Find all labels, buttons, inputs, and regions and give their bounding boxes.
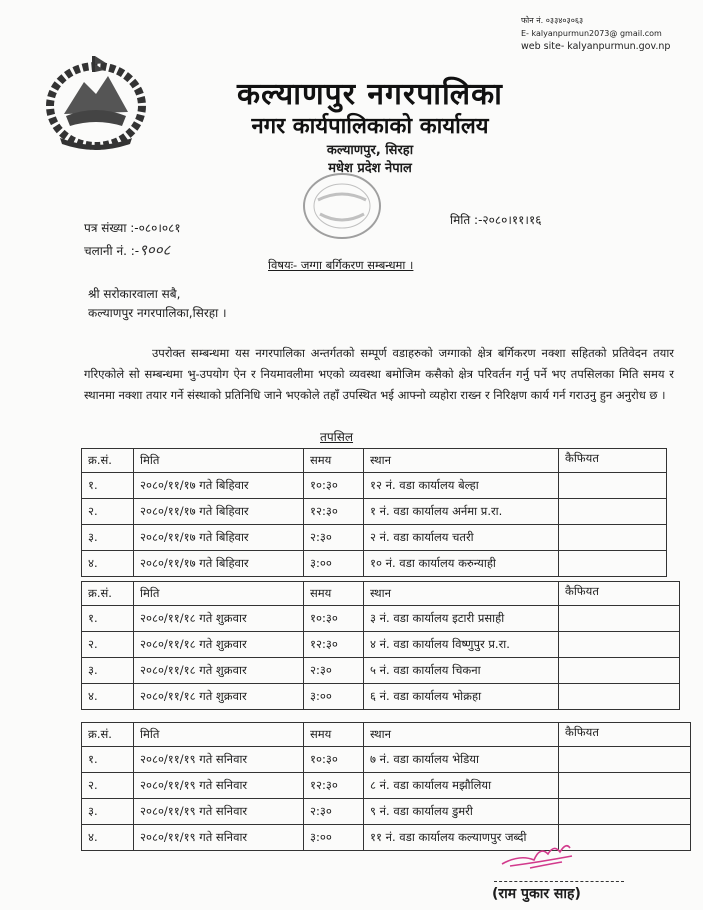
contact-block bbox=[521, 14, 670, 53]
letter-subject: विषयः- जग्गा बर्गिकरण सम्बन्धमा । bbox=[268, 258, 414, 272]
table-row bbox=[82, 684, 680, 710]
cell-sn: १. bbox=[82, 473, 134, 499]
header-time: समय bbox=[304, 582, 364, 606]
address-line-1: कल्याणपुर, सिरहा bbox=[326, 143, 414, 158]
header-remarks: कैफियत bbox=[559, 723, 691, 747]
cell-time: ३:०० bbox=[304, 551, 364, 577]
cell-sn: २. bbox=[82, 632, 134, 658]
header-sn: क्र.सं. bbox=[82, 449, 134, 473]
header-place: स्थान bbox=[364, 449, 559, 473]
cell-place: १० नं. वडा कार्यालय करुन्याही bbox=[364, 551, 559, 577]
cell-remarks bbox=[559, 632, 680, 658]
header-date: मिति bbox=[134, 449, 304, 473]
cell-sn: ३. bbox=[82, 525, 134, 551]
cell-time: १०:३० bbox=[304, 606, 364, 632]
cell-remarks bbox=[559, 525, 667, 551]
table-header-row bbox=[82, 449, 667, 473]
letter-body: उपरोक्त सम्बन्धमा यस नगरपालिका अन्तर्गतको सम्पूर्ण वडाहरुको जग्गाको क्षेत्र बर्गिकरण नक्शा सहितको प्रतिवेदन तयार गरिएकोले सो सम्बन्धमा भु-उपयोग ऐन र नियमावलीमा भएको व्यवस्था बमोजिम कसैको क्षेत्र परिवर्तन गर्नु पर्ने भए तपसिलका मिति समय र स्थानमा नक्शा तयार गर्ने संस्थाको प्रतिनिधि जाने भएकोले तहाँ उपस्थित भई आफ्नो व्यहोरा राख्न र निरिक्षण कार्य गर्न गराउनु हुन अनुरोध छ । bbox=[84, 346, 674, 402]
cell-place: २ नं. वडा कार्यालय चतरी bbox=[364, 525, 559, 551]
table-row bbox=[82, 773, 691, 799]
table-row bbox=[82, 606, 680, 632]
header-sn: क्र.सं. bbox=[82, 723, 134, 747]
cell-remarks bbox=[559, 773, 691, 799]
cell-remarks bbox=[559, 747, 691, 773]
office-stamp-icon bbox=[300, 170, 384, 242]
cell-place: ४ नं. वडा कार्यालय विष्णुपुर प्र.रा. bbox=[364, 632, 559, 658]
table-row bbox=[82, 499, 667, 525]
municipality-name: कल्याणपुर नगरपालिका bbox=[237, 77, 503, 112]
cell-sn: १. bbox=[82, 606, 134, 632]
phone-number: फोन नं. ०३३४०३०६३ bbox=[521, 16, 584, 25]
cell-date: २०८०/११/१८ गते शुक्रवार bbox=[134, 684, 304, 710]
cell-sn: ३. bbox=[82, 658, 134, 684]
cell-remarks bbox=[559, 473, 667, 499]
letter-date bbox=[450, 211, 541, 228]
dispatch-number bbox=[84, 240, 170, 260]
header-remarks: कैफियत bbox=[559, 582, 680, 606]
table-header-row bbox=[82, 582, 680, 606]
cell-sn: ४. bbox=[82, 684, 134, 710]
table-row bbox=[82, 632, 680, 658]
handwritten-signature-icon bbox=[500, 840, 580, 870]
table-header-row bbox=[82, 723, 691, 747]
address-line-2: मधेश प्रदेश नेपाल bbox=[328, 161, 412, 176]
cell-sn: २. bbox=[82, 499, 134, 525]
reference-value: ०८०।०८१ bbox=[138, 221, 181, 235]
cell-time: १२:३० bbox=[304, 499, 364, 525]
cell-place: ९ नं. वडा कार्यालय डुमरी bbox=[364, 799, 559, 825]
dispatch-value: ९००८ bbox=[139, 241, 171, 259]
cell-remarks bbox=[559, 499, 667, 525]
cell-sn: ४. bbox=[82, 825, 134, 851]
cell-date: २०८०/११/१८ गते शुक्रवार bbox=[134, 606, 304, 632]
cell-date: २०८०/११/१९ गते सनिवार bbox=[134, 747, 304, 773]
cell-time: ३:०० bbox=[304, 825, 364, 851]
header-remarks: कैफियत bbox=[559, 449, 667, 473]
cell-remarks bbox=[559, 684, 680, 710]
date-value: २०८०।११।१६ bbox=[482, 213, 542, 227]
website: web site- kalyanpurmun.gov.np bbox=[521, 41, 671, 52]
cell-time: ३:०० bbox=[304, 684, 364, 710]
cell-remarks bbox=[559, 606, 680, 632]
cell-time: २:३० bbox=[304, 525, 364, 551]
cell-time: १०:३० bbox=[304, 473, 364, 499]
reference-label: पत्र संख्या :- bbox=[84, 221, 139, 235]
header-time: समय bbox=[304, 723, 364, 747]
signer-name: (राम पुकार साह) bbox=[492, 886, 581, 902]
table-row bbox=[82, 525, 667, 551]
office-name: नगर कार्यपालिकाको कार्यालय bbox=[251, 114, 489, 139]
cell-remarks bbox=[559, 551, 667, 577]
cell-place: ११ नं. वडा कार्यालय कल्याणपुर जब्दी bbox=[364, 825, 559, 851]
cell-place: १ नं. वडा कार्यालय अर्नमा प्र.रा. bbox=[364, 499, 559, 525]
cell-time: २:३० bbox=[304, 658, 364, 684]
cell-place: ३ नं. वडा कार्यालय इटारी प्रसाही bbox=[364, 606, 559, 632]
cell-sn: ४. bbox=[82, 551, 134, 577]
cell-sn: ३. bbox=[82, 799, 134, 825]
cell-place: ७ नं. वडा कार्यालय भेडिया bbox=[364, 747, 559, 773]
header-sn: क्र.सं. bbox=[82, 582, 134, 606]
table-row bbox=[82, 658, 680, 684]
table-row bbox=[82, 551, 667, 577]
cell-time: १०:३० bbox=[304, 747, 364, 773]
signature-line bbox=[494, 881, 624, 882]
cell-date: २०८०/११/१८ गते शुक्रवार bbox=[134, 632, 304, 658]
cell-place: ६ नं. वडा कार्यालय भोक्रहा bbox=[364, 684, 559, 710]
letter-reference bbox=[84, 219, 181, 236]
header-time: समय bbox=[304, 449, 364, 473]
table-row bbox=[82, 747, 691, 773]
cell-date: २०८०/११/१७ गते बिहिवार bbox=[134, 551, 304, 577]
header-date: मिति bbox=[134, 582, 304, 606]
cell-time: १२:३० bbox=[304, 632, 364, 658]
cell-date: २०८०/११/१७ गते बिहिवार bbox=[134, 473, 304, 499]
cell-place: १२ नं. वडा कार्यालय बेल्हा bbox=[364, 473, 559, 499]
cell-date: २०८०/११/१७ गते बिहिवार bbox=[134, 525, 304, 551]
cell-date: २०८०/११/१९ गते सनिवार bbox=[134, 773, 304, 799]
table-row bbox=[82, 799, 691, 825]
cell-place: ५ नं. वडा कार्यालय चिकना bbox=[364, 658, 559, 684]
cell-date: २०८०/११/१९ गते सनिवार bbox=[134, 825, 304, 851]
cell-sn: १. bbox=[82, 747, 134, 773]
cell-sn: २. bbox=[82, 773, 134, 799]
cell-time: २:३० bbox=[304, 799, 364, 825]
header-date: मिति bbox=[134, 723, 304, 747]
header-place: स्थान bbox=[364, 582, 559, 606]
cell-time: १२:३० bbox=[304, 773, 364, 799]
schedule-table-1 bbox=[81, 448, 667, 577]
date-label: मिति :- bbox=[450, 213, 483, 227]
cell-date: २०८०/११/१८ गते शुक्रवार bbox=[134, 658, 304, 684]
table-row bbox=[82, 825, 691, 851]
recipient-line-2: कल्याणपुर नगरपालिका,सिरहा । bbox=[88, 306, 227, 320]
schedule-table-2 bbox=[81, 581, 680, 710]
dispatch-label: चलानी नं. :- bbox=[84, 244, 140, 258]
header-place: स्थान bbox=[364, 723, 559, 747]
cell-date: २०८०/११/१७ गते बिहिवार bbox=[134, 499, 304, 525]
recipient-line-1: श्री सरोकारवाला सबै, bbox=[88, 287, 181, 301]
cell-remarks bbox=[559, 799, 691, 825]
email-address: E- kalyanpurmun2073@ gmail.com bbox=[521, 29, 662, 38]
schedule-table-3 bbox=[81, 722, 691, 851]
schedule-heading: तपसिल bbox=[320, 430, 354, 444]
table-row bbox=[82, 473, 667, 499]
cell-place: ८ नं. वडा कार्यालय मझौलिया bbox=[364, 773, 559, 799]
cell-remarks bbox=[559, 658, 680, 684]
nepal-emblem-icon bbox=[36, 54, 156, 154]
cell-date: २०८०/११/१९ गते सनिवार bbox=[134, 799, 304, 825]
